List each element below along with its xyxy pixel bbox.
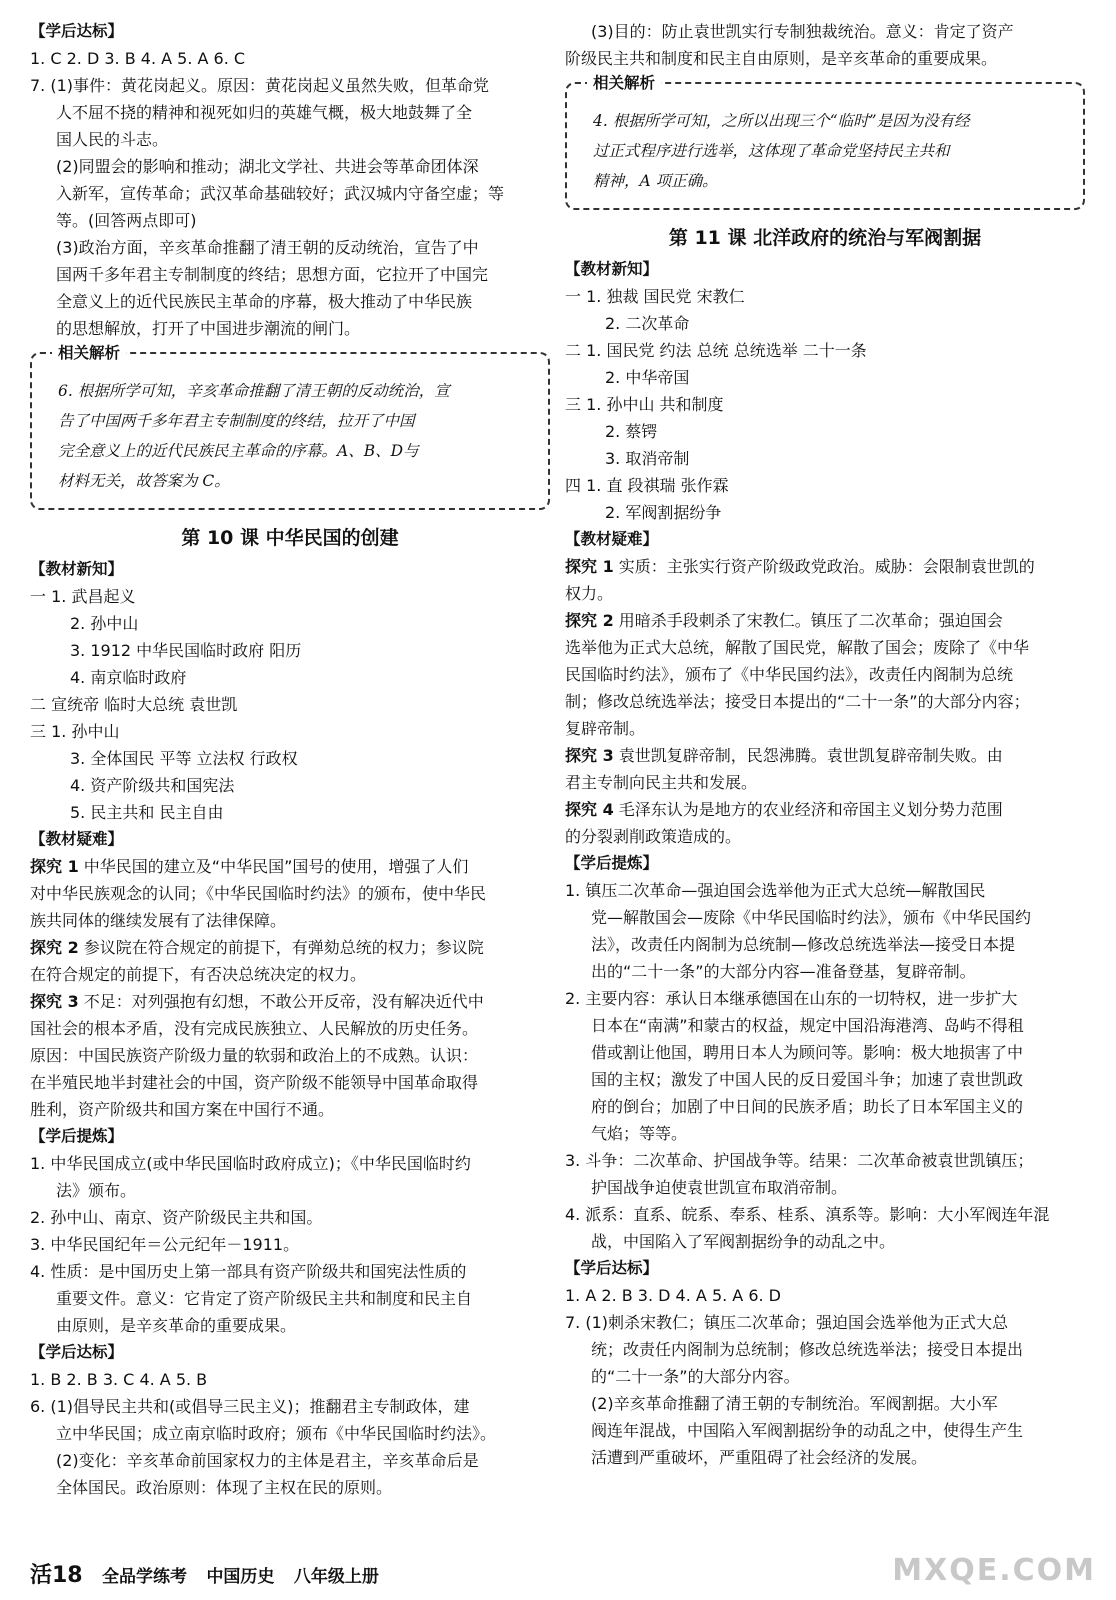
text-line: 7. (1)刺杀宋教仁；镇压二次革命；强迫国会选举他为正式大总 bbox=[565, 1313, 1009, 1332]
text-line: 由原则，是辛亥革命的重要成果。 bbox=[56, 1316, 297, 1335]
text-line: 2. 二次革命 bbox=[605, 314, 690, 333]
text-line: 二 宣统帝 临时大总统 袁世凯 bbox=[30, 695, 238, 714]
text-line: 护国战争迫使袁世凯宣布取消帝制。 bbox=[591, 1178, 848, 1197]
text-line: 3. 1912 中华民国临时政府 阳历 bbox=[70, 641, 302, 660]
text-line: 战，中国陷入了军阀割据纷争的动乱之中。 bbox=[591, 1232, 896, 1251]
explore-text: 参议院在符合规定的前提下，有弹劾总统的权力；参议院 bbox=[78, 938, 484, 957]
answer-line: 1. B 2. B 3. C 4. A 5. B bbox=[30, 1370, 208, 1389]
explore-tag: 探究 2 bbox=[565, 611, 614, 630]
text-line: 4. 资产阶级共和国宪法 bbox=[70, 776, 235, 795]
text-line: 全体国民。政治原则：体现了主权在民的原则。 bbox=[56, 1478, 393, 1497]
analysis-line: 完全意义上的近代民族民主革命的序幕。A、B、D与 bbox=[58, 442, 419, 460]
text-line: 四 1. 直 段祺瑞 张作霖 bbox=[565, 476, 729, 495]
explore-text: 毛泽东认为是地方的农业经济和帝国主义划分势力范围 bbox=[613, 800, 1003, 819]
text-line: 4. 性质：是中国历史上第一部具有资产阶级共和国宪法性质的 bbox=[30, 1262, 467, 1281]
answer-line: 1. C 2. D 3. B 4. A 5. A 6. C bbox=[30, 49, 246, 68]
text-line: 重要文件。意义：它肯定了资产阶级民主共和制度和民主自 bbox=[56, 1289, 473, 1308]
text-line bbox=[565, 607, 1085, 634]
explore-text: 不足：对列强抱有幻想，不敢公开反帝，没有解决近代中 bbox=[78, 992, 484, 1011]
text-line: 民国临时约法》，颁布了《中华民国约法》，改责任内阁制为总统 bbox=[565, 665, 1014, 684]
text-line: (3)目的：防止袁世凯实行专制独裁统治。意义：肯定了资产 bbox=[591, 22, 1014, 41]
text-line: 府的倒台；加剧了中日间的民族矛盾；助长了日本军国主义的 bbox=[591, 1097, 1024, 1116]
text-line: 7. (1)事件：黄花岗起义。原因：黄花岗起义虽然失败，但革命党 bbox=[30, 76, 490, 95]
text-line bbox=[565, 742, 1085, 769]
text-line: 2. 孙中山 bbox=[70, 614, 139, 633]
text-line: 人不屈不挠的精神和视死如归的英雄气概，极大地鼓舞了全 bbox=[56, 103, 473, 122]
section-header: 【学后达标】 bbox=[30, 22, 124, 40]
right-column bbox=[565, 18, 1085, 1471]
text-line: 胜利，资产阶级共和国方案在中国行不通。 bbox=[30, 1100, 335, 1119]
text-line: 法》，改责任内阁制为总统制—修改总统选举法—接受日本提 bbox=[591, 935, 1016, 954]
grade-name: 八年级上册 bbox=[293, 1567, 379, 1587]
analysis-box bbox=[565, 74, 1085, 210]
analysis-line: 过正式程序进行选举，这体现了革命党坚持民主共和 bbox=[593, 142, 950, 160]
text-line: 统；改责任内阁制为总统制；修改总统选举法；接受日本提出 bbox=[591, 1340, 1024, 1359]
text-line: 的思想解放，打开了中国进步潮流的闸门。 bbox=[56, 319, 361, 338]
analysis-line: 告了中国两千多年君主专制制度的终结，拉开了中国 bbox=[58, 412, 415, 430]
text-line: 三 1. 孙中山 共和制度 bbox=[565, 395, 724, 414]
text-line: 2. 中华帝国 bbox=[605, 368, 690, 387]
text-line: 国的主权；激发了中国人民的反日爱国斗争；加速了袁世凯政 bbox=[591, 1070, 1024, 1089]
text-line bbox=[30, 988, 550, 1015]
text-line: 一 1. 武昌起义 bbox=[30, 587, 136, 606]
answer-line: 1. A 2. B 3. D 4. A 5. A 6. D bbox=[565, 1286, 781, 1305]
text-line: 2. 军阀割据纷争 bbox=[605, 503, 722, 522]
text-line: 3. 斗争：二次革命、护国战争等。结果：二次革命被袁世凯镇压； bbox=[565, 1151, 1034, 1170]
analysis-box-header: 相关解析 bbox=[587, 72, 661, 94]
section-header: 【教材新知】 bbox=[30, 560, 124, 578]
text-line: 复辟帝制。 bbox=[565, 719, 646, 738]
text-line: (3)政治方面，辛亥革命推翻了清王朝的反动统治，宣告了中 bbox=[56, 238, 479, 257]
text-line: 二 1. 国民党 约法 总统 总统选举 二十一条 bbox=[565, 341, 867, 360]
explore-text: 用暗杀手段刺杀了宋教仁。镇压了二次革命；强迫国会 bbox=[613, 611, 1003, 630]
text-line: 活遭到严重破坏，严重阻碍了社会经济的发展。 bbox=[591, 1448, 928, 1467]
left-column bbox=[30, 18, 550, 1501]
text-line: 法》颁布。 bbox=[56, 1181, 137, 1200]
explore-text: 袁世凯复辟帝制，民怨沸腾。袁世凯复辟帝制失败。由 bbox=[613, 746, 1003, 765]
analysis-box-header: 相关解析 bbox=[52, 342, 126, 364]
explore-tag: 探究 3 bbox=[30, 992, 79, 1011]
text-line bbox=[30, 853, 550, 880]
text-line: 在符合规定的前提下，有否决总统决定的权力。 bbox=[30, 965, 367, 984]
text-line: 日本在“南满”和蒙古的权益，规定中国沿海港湾、岛屿不得租 bbox=[591, 1016, 1024, 1035]
text-line: 2. 主要内容：承认日本继承德国在山东的一切特权，进一步扩大 bbox=[565, 989, 1018, 1008]
section-header: 【教材疑难】 bbox=[30, 830, 124, 848]
text-line: 权力。 bbox=[565, 584, 614, 603]
explore-text: 实质：主张实行资产阶级政党政治。威胁：会限制袁世凯的 bbox=[613, 557, 1035, 576]
section-header: 【学后提炼】 bbox=[565, 854, 659, 872]
text-line: (2)同盟会的影响和推动；湖北文学社、共进会等革命团体深 bbox=[56, 157, 479, 176]
text-line: 国两千多年君主专制制度的终结；思想方面，它拉开了中国完 bbox=[56, 265, 489, 284]
text-line: (2)辛亥革命推翻了清王朝的专制统治。军阀割据。大小军 bbox=[591, 1394, 998, 1413]
explore-tag: 探究 1 bbox=[30, 857, 79, 876]
text-line: 4. 南京临时政府 bbox=[70, 668, 187, 687]
text-line: 选举他为正式大总统，解散了国民党，解散了国会；废除了《中华 bbox=[565, 638, 1030, 657]
watermark: MXQE.COM bbox=[892, 1553, 1096, 1588]
text-line: 3. 取消帝制 bbox=[605, 449, 690, 468]
text-line: 6. (1)倡导民主共和(或倡导三民主义)；推翻君主专制政体，建 bbox=[30, 1397, 470, 1416]
text-line: 一 1. 独裁 国民党 宋教仁 bbox=[565, 287, 745, 306]
section-header: 【教材疑难】 bbox=[565, 530, 659, 548]
text-line: 的分裂剥削政策造成的。 bbox=[565, 827, 742, 846]
text-line: (2)变化：辛亥革命前国家权力的主体是君主，辛亥革命后是 bbox=[56, 1451, 479, 1470]
explore-text: 中华民国的建立及“中华民国”国号的使用，增强了人们 bbox=[78, 857, 469, 876]
explore-tag: 探究 2 bbox=[30, 938, 79, 957]
text-line: 国人民的斗志。 bbox=[56, 130, 169, 149]
text-line: 等。(回答两点即可) bbox=[56, 211, 197, 230]
book-name: 全品学练考 bbox=[102, 1567, 188, 1587]
section-header: 【教材新知】 bbox=[565, 260, 659, 278]
text-line: 对中华民族观念的认同；《中华民国临时约法》的颁布，使中华民 bbox=[30, 884, 487, 903]
text-line: 3. 全体国民 平等 立法权 行政权 bbox=[70, 749, 298, 768]
analysis-line: 6. 根据所学可知，辛亥革命推翻了清王朝的反动统治，宣 bbox=[58, 382, 450, 400]
text-line bbox=[565, 553, 1085, 580]
text-line: 三 1. 孙中山 bbox=[30, 722, 120, 741]
text-line: 出的“二十一条”的大部分内容—准备登基，复辟帝制。 bbox=[591, 962, 976, 981]
explore-tag: 探究 4 bbox=[565, 800, 614, 819]
text-line: 党—解散国会—废除《中华民国临时约法》，颁布《中华民国约 bbox=[591, 908, 1032, 927]
text-line: 1. 镇压二次革命—强迫国会选举他为正式大总统—解散国民 bbox=[565, 881, 986, 900]
text-line: 入新军，宣传革命；武汉革命基础较好；武汉城内守备空虚；等 bbox=[56, 184, 505, 203]
analysis-line: 精神，A 项正确。 bbox=[593, 172, 718, 190]
analysis-box bbox=[30, 344, 550, 510]
explore-tag: 探究 3 bbox=[565, 746, 614, 765]
subject-name: 中国历史 bbox=[206, 1567, 275, 1587]
text-line: 国社会的根本矛盾，没有完成民族独立、人民解放的历史任务。 bbox=[30, 1019, 479, 1038]
text-line: 君主专制向民主共和发展。 bbox=[565, 773, 758, 792]
page-number: 活18 bbox=[30, 1563, 83, 1588]
lesson-title: 第 10 课 中华民国的创建 bbox=[181, 527, 399, 549]
page-footer bbox=[30, 1563, 393, 1590]
analysis-line: 材料无关，故答案为 C。 bbox=[58, 472, 230, 490]
text-line: 全意义上的近代民族民主革命的序幕，极大推动了中华民族 bbox=[56, 292, 473, 311]
section-header: 【学后达标】 bbox=[565, 1259, 659, 1277]
text-line: 在半殖民地半封建社会的中国，资产阶级不能领导中国革命取得 bbox=[30, 1073, 479, 1092]
text-line: 立中华民国；成立南京临时政府；颁布《中华民国临时约法》。 bbox=[56, 1424, 497, 1443]
lesson-title: 第 11 课 北洋政府的统治与军阀割据 bbox=[668, 227, 982, 249]
text-line: 制；修改总统选举法；接受日本提出的“二十一条”的大部分内容； bbox=[565, 692, 1030, 711]
text-line: 3. 中华民国纪年＝公元纪年－1911。 bbox=[30, 1235, 300, 1254]
text-line: 4. 派系：直系、皖系、奉系、桂系、滇系等。影响：大小军阀连年混 bbox=[565, 1205, 1050, 1224]
text-line: 借或割让他国，聘用日本人为顾问等。影响：极大地损害了中 bbox=[591, 1043, 1024, 1062]
text-line: 2. 孙中山、南京、资产阶级民主共和国。 bbox=[30, 1208, 323, 1227]
text-line bbox=[565, 796, 1085, 823]
text-line: 族共同体的继续发展有了法律保障。 bbox=[30, 911, 287, 930]
text-line: 气焰；等等。 bbox=[591, 1124, 688, 1143]
text-line: 阶级民主共和制度和民主自由原则，是辛亥革命的重要成果。 bbox=[565, 49, 998, 68]
analysis-line: 4. 根据所学可知，之所以出现三个“临时”是因为没有经 bbox=[593, 112, 970, 130]
section-header: 【学后提炼】 bbox=[30, 1127, 124, 1145]
text-line: 的“二十一条”的大部分内容。 bbox=[591, 1367, 800, 1386]
explore-tag: 探究 1 bbox=[565, 557, 614, 576]
section-header: 【学后达标】 bbox=[30, 1343, 124, 1361]
text-line: 1. 中华民国成立(或中华民国临时政府成立)；《中华民国临时约 bbox=[30, 1154, 471, 1173]
text-line: 原因：中国民族资产阶级力量的软弱和政治上的不成熟。认识： bbox=[30, 1046, 479, 1065]
text-line: 5. 民主共和 民主自由 bbox=[70, 803, 224, 822]
text-line: 阀连年混战，中国陷入军阀割据纷争的动乱之中，使得生产生 bbox=[591, 1421, 1024, 1440]
text-line: 2. 蔡锷 bbox=[605, 422, 658, 441]
text-line bbox=[30, 934, 550, 961]
